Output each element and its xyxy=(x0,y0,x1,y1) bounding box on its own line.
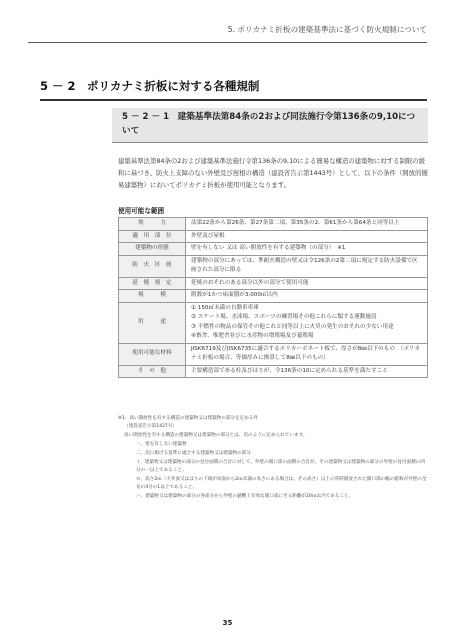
subsection-rule xyxy=(112,142,428,143)
table-row xyxy=(119,218,428,231)
requirements-table xyxy=(118,217,428,378)
footnote-line: ※1：高い開放性を有する構造の建築物又は建築物の部分を定める件 xyxy=(118,416,258,421)
subsection-title: 5 － 2 － 1 建築基準法第84条の2および同法施行令第136条の9,10について xyxy=(122,112,416,136)
row-value: ① 150㎡未満の自動車車庫 ② スケート場、水泳場、スポーツの練習場その他これらに類する運動施設 ③ 不燃性の物品の保管その他これと同等以上に火災の発生のおそれの少ない用途 ④畜舎、堆肥舎並びに水産物の増殖場及び養殖場 xyxy=(186,302,428,343)
section-title: 5 － 2 ポリカナミ折板に対する各種規制 xyxy=(40,79,260,93)
row-value: JISK6719及びJISK6735に適合するポリカーボネート板で、厚さが8㎜以下のもの （ポリカナミ折板の場合、等価厚みに換算して8㎜以下のもの） xyxy=(186,343,428,365)
row-label: 適 用 部 位 xyxy=(119,230,186,243)
table-row xyxy=(119,230,428,243)
footnote-line: 高い開放性を有する構造の建築物又は建築物の部分とは、次のように定められています。 xyxy=(124,433,308,438)
row-value: 外壁及び屋根 xyxy=(186,230,428,243)
table-row xyxy=(119,290,428,303)
table-row xyxy=(119,365,428,378)
header-rule xyxy=(28,42,427,43)
row-value: 階数が1かつ床面積が3,000㎡以内 xyxy=(186,290,428,303)
row-label: 建築物の形態 xyxy=(119,243,186,256)
row-value: 建築物の部分にあっては、準耐火構造の壁又は令126条の2第二項に規定する防火設備で区画された部分に限る xyxy=(186,255,428,277)
row-label: 防 火 区 画 xyxy=(119,255,186,277)
section-rule xyxy=(40,99,427,101)
footnote-line: （建設省告示第1427号） xyxy=(124,424,178,429)
row-label: 用 途 xyxy=(119,302,186,343)
row-value: 法第22条から第26条、第27条第二項、第35条の2、第61条から第64条と同等以上 xyxy=(186,218,428,231)
row-value: 主要構造部である柱及びはりが、令136条の10に定められる基準を満たすこと xyxy=(186,365,428,378)
table-row xyxy=(119,343,428,365)
footnote-line: 一、壁を有しない建築物 xyxy=(136,442,187,447)
row-value: 壁を有しない 又は 高い開放性を有する建築物（の部分） ※1 xyxy=(186,243,428,256)
footnote-line: 二、次に掲げる基準に適合する建築物又は建築物の部分 xyxy=(136,451,251,456)
row-label: 使用可能な材料 xyxy=(119,343,186,365)
table-title: 使用可能な範囲 xyxy=(118,207,165,215)
row-label: 延 焼 規 定 xyxy=(119,277,186,290)
table-row xyxy=(119,277,428,290)
row-label: 規 模 xyxy=(119,290,186,303)
footnote-line: ハ、建築物又は建築物の部分の各部分から外壁の避難上有効な開口部に至る距離が20ｍ以内であること。 xyxy=(136,494,354,499)
row-value: 延焼のおそれのある部分以外の部分で使用可能 xyxy=(186,277,428,290)
table-row xyxy=(119,302,428,343)
body-paragraph: 建築基準法第84条の2および建築基準法施行令第136条の9,10による簡易な構造の建築物に対する制限の緩和に基づき、防火上支障のない外壁及び屋根の構造（建設省告示第1443号）として、以下の条件（開放的簡易建築物）においてポリカナミ折板が使用可能となります。 xyxy=(118,157,428,189)
footnote-line: イ、建築物又は建築物の部分の見付面積の合計に対して、外壁の開口部の面積の合計が、その建築物又は建築物の部分の外壁の見付面積の四分の一以上であること。 xyxy=(136,460,425,473)
row-label: 効 力 xyxy=(119,218,186,231)
running-header: 5. ポリカナミ折板の建築基準法に基づく防火規制について xyxy=(227,25,427,34)
page-number: 35 xyxy=(222,619,233,627)
footnote-line: ロ、高さ2ｍ（天井面又ははりの下端が床面から2ｍ未満の高さにある場合は、その高さ）以上の常時開放された開口部の幅の総和が外壁の全長の4分の1以上であること。 xyxy=(136,477,427,490)
table-row xyxy=(119,255,428,277)
row-label: そ の 他 xyxy=(119,365,186,378)
table-row xyxy=(119,243,428,256)
